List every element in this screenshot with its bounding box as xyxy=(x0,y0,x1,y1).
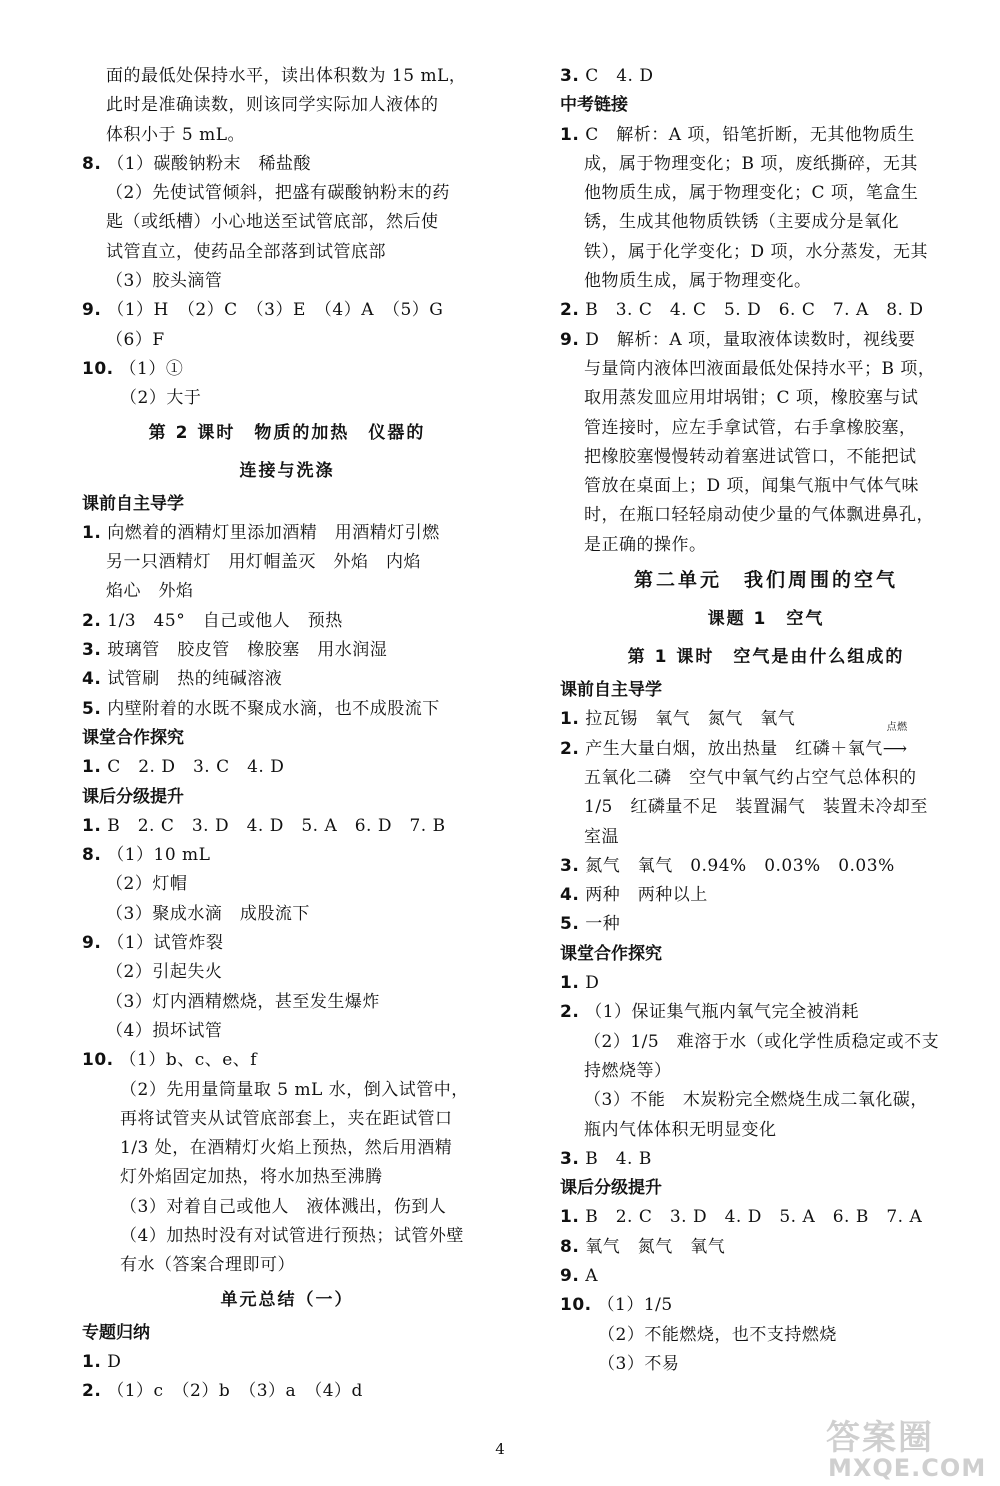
answer-text: 1/3 45° 自己或他人 预热 xyxy=(107,610,343,631)
subsection-heading: 课前自主导学 xyxy=(560,680,662,701)
item-number: 10. xyxy=(82,358,114,379)
answer-line: 与量筒内液体凹液面最低处保持水平；B 项， xyxy=(584,358,936,379)
answer-line: （3）对着自己或他人 液体溅出，伤到人 xyxy=(120,1196,447,1217)
item-number: 1. xyxy=(82,522,102,543)
answer-line: （4）加热时没有对试管进行预热；试管外壁 xyxy=(120,1225,464,1246)
answer-line: （4）损坏试管 xyxy=(106,1020,223,1041)
answer-item xyxy=(82,929,492,958)
watermark-text: 答案圈 xyxy=(826,1418,934,1458)
answer-item xyxy=(560,326,972,355)
answer-line: 把橡胶塞慢慢转动着塞进试管口，不能把试 xyxy=(584,446,917,467)
subsection-heading: 专题归纳 xyxy=(82,1322,150,1343)
answer-item xyxy=(560,852,972,881)
answer-text: 试管刷 热的纯碱溶液 xyxy=(107,669,283,690)
answer-line: （2）1/5 难溶于水（或化学性质稳定或不支 xyxy=(584,1031,940,1052)
item-number: 2. xyxy=(82,610,102,631)
item-number: 1. xyxy=(560,1207,580,1228)
answer-text: （1）碳酸钠粉末 稀盐酸 xyxy=(107,153,312,174)
answer-line: 1/3 处，在酒精灯火焰上预热，然后用酒精 xyxy=(120,1138,453,1159)
answer-line: 灯外焰固定加热，将水加热至沸腾 xyxy=(120,1167,383,1188)
answer-line: 面的最低处保持水平，读出体积数为 15 mL， xyxy=(106,66,467,86)
answer-item xyxy=(82,665,492,694)
arrow-icon: ⟶ xyxy=(882,738,908,759)
item-number: 4. xyxy=(82,669,102,690)
answer-text: D 解析：A 项，量取液体读数时，视线要 xyxy=(585,329,916,350)
answer-line: 1/5 红磷量不足 装置漏气 装置未冷却至 xyxy=(584,797,928,818)
section-title: 课题 1 空气 xyxy=(707,609,825,630)
item-number: 3. xyxy=(82,640,102,661)
right-column xyxy=(560,62,972,1379)
answer-line: 锈，生成其他物质铁锈（主要成分是氧化 xyxy=(584,212,899,233)
answer-item xyxy=(560,910,972,939)
answer-line: 此时是准确读数，则该同学实际加人液体的 xyxy=(106,95,439,116)
answer-text: B 2. C 3. D 4. D 5. A 6. D 7. B xyxy=(107,815,446,836)
answer-text: D xyxy=(585,973,600,994)
item-number: 2. xyxy=(560,300,580,321)
item-number: 5. xyxy=(82,698,102,719)
answer-item xyxy=(82,636,492,665)
answer-text: （1）保证集气瓶内氧气完全被消耗 xyxy=(585,1002,860,1023)
answer-item xyxy=(560,881,972,910)
answer-line: （2）先使试管倾斜，把盛有碳酸钠粉末的药 xyxy=(106,183,450,204)
answer-text: 一种 xyxy=(585,914,621,935)
answer-text: （1）试管炸裂 xyxy=(107,933,224,954)
answer-text: C 解析：A 项，铅笔折断，无其他物质生 xyxy=(585,124,915,145)
answer-line: （2）大于 xyxy=(120,388,202,409)
answer-text: D xyxy=(107,1351,122,1372)
answer-line: 铁），属于化学变化；D 项，水分蒸发，无其 xyxy=(584,241,929,262)
answer-item xyxy=(560,121,972,150)
answer-item xyxy=(82,1046,492,1075)
answer-line: （2）不能燃烧，也不支持燃烧 xyxy=(598,1324,837,1345)
answer-line: （3）胶头滴管 xyxy=(106,271,223,292)
answer-item xyxy=(82,607,492,636)
reaction-arrow xyxy=(882,721,908,764)
item-number: 9. xyxy=(82,933,102,954)
item-number: 1. xyxy=(82,1351,102,1372)
answer-item xyxy=(560,1262,972,1291)
answer-item xyxy=(82,150,492,179)
answer-line: 他物质生成，属于物理变化。 xyxy=(584,271,812,292)
answer-text: A xyxy=(585,1265,598,1286)
item-number: 1. xyxy=(560,124,580,145)
answer-item xyxy=(560,1291,972,1320)
answer-text: 产生大量白烟，放出热量 红磷＋氧气 xyxy=(585,738,883,759)
answer-text: C 2. D 3. C 4. D xyxy=(107,757,285,778)
item-number: 9. xyxy=(82,300,102,321)
subsection-heading: 课前自主导学 xyxy=(82,493,184,514)
item-number: 1. xyxy=(560,709,580,730)
section-title: 第二单元 我们周围的空气 xyxy=(633,569,898,592)
answer-line: 另一只酒精灯 用灯帽盖灭 外焰 内焰 xyxy=(106,552,421,573)
reaction-condition: 点燃 xyxy=(886,721,908,733)
section-title: 连接与洗涤 xyxy=(239,460,335,481)
answer-line: 管放在桌面上；D 项，闻集气瓶中气体气味 xyxy=(584,476,920,497)
answer-text: 拉瓦锡 氧气 氮气 氧气 xyxy=(585,709,796,730)
answer-text: 氮气 氧气 0.94% 0.03% 0.03% xyxy=(585,855,895,876)
answer-item xyxy=(82,1348,492,1377)
answer-line: （3）不能 木炭粉完全燃烧生成二氧化碳， xyxy=(584,1090,928,1111)
answer-line: 试管直立，使药品全部落到试管底部 xyxy=(106,241,386,262)
item-number: 1. xyxy=(82,757,102,778)
item-number: 5. xyxy=(560,914,580,935)
answer-item xyxy=(82,695,492,724)
item-number: 8. xyxy=(82,845,102,866)
answer-text: （1）b、c、e、f xyxy=(119,1050,258,1071)
answer-text: B 2. C 3. D 4. D 5. A 6. B 7. A xyxy=(585,1207,923,1228)
answer-item xyxy=(560,1145,972,1174)
answer-text: B 4. B xyxy=(585,1148,652,1169)
item-number: 10. xyxy=(560,1295,592,1316)
item-number: 2. xyxy=(560,1002,580,1023)
answer-text: B 3. C 4. C 5. D 6. C 7. A 8. D xyxy=(585,300,924,321)
subsection-heading: 课后分级提升 xyxy=(82,786,184,807)
answer-text: C 4. D xyxy=(585,66,654,86)
answer-item xyxy=(560,705,972,734)
answer-line: （2）先用量筒量取 5 mL 水，倒入试管中， xyxy=(120,1079,469,1100)
answer-line: 室温 xyxy=(584,826,619,847)
answer-text: （1）1/5 xyxy=(597,1295,673,1316)
watermark-logo xyxy=(820,1410,990,1482)
answer-item xyxy=(560,969,972,998)
answer-text: （1）10 mL xyxy=(107,845,211,866)
left-column xyxy=(82,62,492,1406)
answer-line: 管连接时，应左手拿试管，右手拿橡胶塞， xyxy=(584,417,917,438)
item-number: 9. xyxy=(560,1265,580,1286)
subsection-heading: 课堂合作探究 xyxy=(82,727,184,748)
item-number: 4. xyxy=(560,885,580,906)
answer-line: （6）F xyxy=(106,329,165,350)
answer-text: （1）① xyxy=(119,358,184,379)
subsection-heading: 课堂合作探究 xyxy=(560,943,662,964)
subsection-heading: 中考链接 xyxy=(560,95,628,116)
answer-line: 有水（答案合理即可） xyxy=(120,1255,295,1276)
answer-line: 他物质生成，属于物理变化；C 项，笔盒生 xyxy=(584,183,919,204)
answer-line: 取用蒸发皿应用坩埚钳；C 项，橡胶塞与试 xyxy=(584,388,919,409)
answer-item xyxy=(82,519,492,548)
subsection-heading: 课后分级提升 xyxy=(560,1178,662,1199)
answer-line: 瓶内气体体积无明显变化 xyxy=(584,1119,777,1140)
answer-item xyxy=(560,62,972,91)
item-number: 8. xyxy=(82,153,102,174)
section-title: 第 1 课时 空气是由什么组成的 xyxy=(627,647,905,668)
answer-line: 体积小于 5 mL。 xyxy=(106,124,246,145)
item-number: 2. xyxy=(82,1381,102,1402)
item-number: 1. xyxy=(82,815,102,836)
answer-item xyxy=(82,296,492,325)
answer-line: （2）灯帽 xyxy=(106,874,188,895)
answer-line: 成，属于物理变化；B 项，废纸撕碎，无其 xyxy=(584,153,918,174)
answer-text: （1）H （2）C （3）E （4）A （5）G xyxy=(107,300,444,321)
item-number: 10. xyxy=(82,1050,114,1071)
answer-item xyxy=(82,812,492,841)
answer-text: 氧气 氮气 氧气 xyxy=(585,1236,726,1257)
item-number: 3. xyxy=(560,855,580,876)
item-number: 2. xyxy=(560,738,580,759)
item-number: 1. xyxy=(560,973,580,994)
answer-item xyxy=(82,841,492,870)
watermark-url: MXQE.COM xyxy=(828,1454,987,1482)
answer-text: （1）c （2）b （3）a （4）d xyxy=(107,1381,363,1402)
item-number: 9. xyxy=(560,329,580,350)
item-number: 3. xyxy=(560,1148,580,1169)
item-number: 8. xyxy=(560,1236,580,1257)
answer-item xyxy=(560,1203,972,1232)
page-number: 4 xyxy=(495,1440,505,1458)
answer-item xyxy=(560,296,972,325)
answer-line: 五氧化二磷 空气中氧气约占空气总体积的 xyxy=(584,767,917,788)
answer-item xyxy=(82,355,492,384)
answer-text: 向燃着的酒精灯里添加酒精 用酒精灯引燃 xyxy=(107,522,440,543)
answer-item xyxy=(560,998,972,1027)
answer-line: （3）聚成水滴 成股流下 xyxy=(106,903,310,924)
answer-item xyxy=(82,1377,492,1406)
section-title: 第 2 课时 物质的加热 仪器的 xyxy=(148,422,426,443)
answer-text: 内壁附着的水既不聚成水滴，也不成股流下 xyxy=(107,698,440,719)
item-number: 3. xyxy=(560,66,580,86)
answer-line: 匙（或纸槽）小心地送至试管底部，然后使 xyxy=(106,212,439,233)
answer-line: （3）不易 xyxy=(598,1353,680,1374)
answer-line: （3）灯内酒精燃烧，甚至发生爆炸 xyxy=(106,991,380,1012)
answer-line: 是正确的操作。 xyxy=(584,534,707,555)
answer-text: 玻璃管 胶皮管 橡胶塞 用水润湿 xyxy=(107,640,388,661)
section-title: 单元总结（一） xyxy=(220,1289,354,1310)
answer-line: 再将试管夹从试管底部套上，夹在距试管口 xyxy=(120,1108,453,1129)
answer-line: （2）引起失火 xyxy=(106,962,223,983)
answer-line: 时，在瓶口轻轻扇动使少量的气体飘进鼻孔， xyxy=(584,505,934,526)
answer-line: 焰心 外焰 xyxy=(106,581,194,602)
answer-item xyxy=(560,1233,972,1262)
answer-item xyxy=(82,753,492,782)
answer-text: 两种 两种以上 xyxy=(585,885,708,906)
answer-line: 持燃烧等） xyxy=(584,1060,672,1081)
answer-item xyxy=(560,721,972,764)
